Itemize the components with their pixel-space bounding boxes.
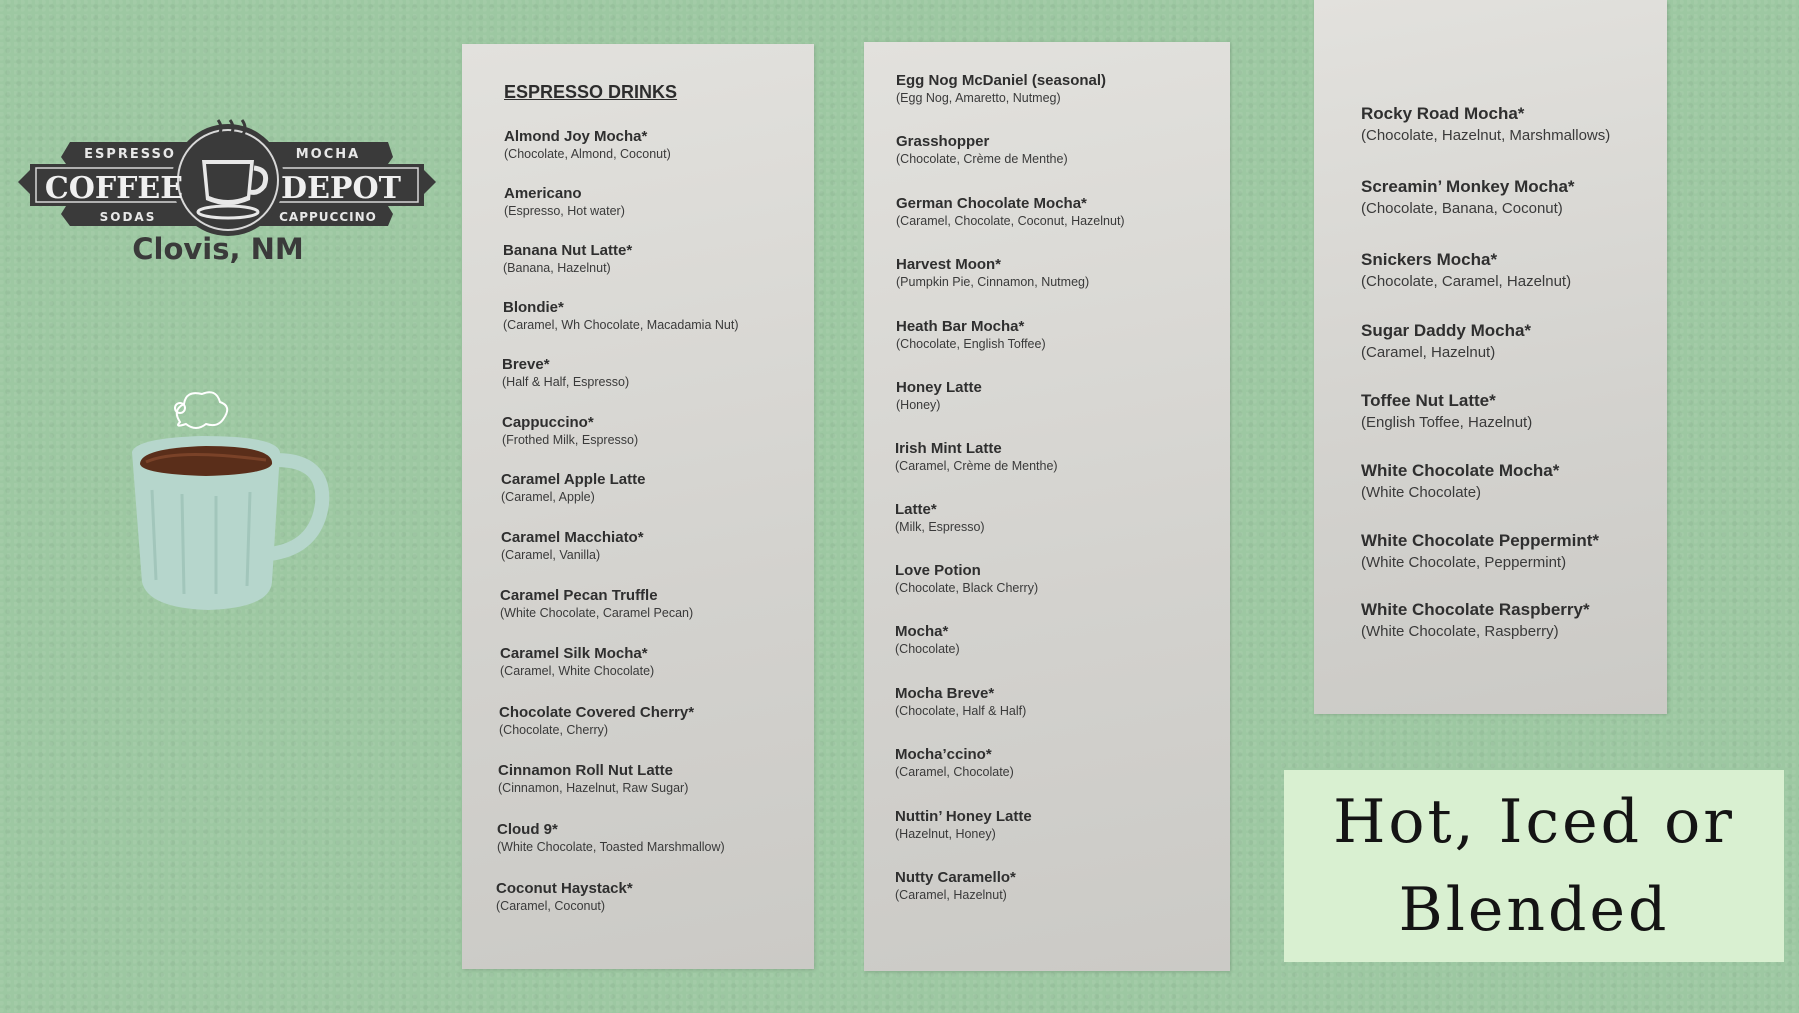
menu-item-desc: (Chocolate, English Toffee) <box>896 337 1046 351</box>
menu-item <box>496 880 633 913</box>
menu-item <box>895 501 985 534</box>
menu-item <box>497 821 725 854</box>
menu-item-name: Mocha’ccino* <box>895 746 992 763</box>
menu-item <box>1361 461 1559 501</box>
menu-item-desc: (Chocolate, Caramel, Hazelnut) <box>1361 273 1572 290</box>
menu-item-desc: (Chocolate, Half & Half) <box>895 704 1027 718</box>
menu-heading: ESPRESSO DRINKS <box>504 82 678 102</box>
menu-item <box>500 645 654 678</box>
menu-item-desc: (White Chocolate, Peppermint) <box>1361 554 1567 571</box>
menu-item-desc: (Caramel, Vanilla) <box>501 548 601 562</box>
menu-item-desc: (Chocolate, Hazelnut, Marshmallows) <box>1361 127 1611 144</box>
menu-item-name: Coconut Haystack* <box>496 880 633 897</box>
menu-item-desc: (Frothed Milk, Espresso) <box>502 433 639 447</box>
menu-item-desc: (Chocolate, Banana, Coconut) <box>1361 200 1563 217</box>
menu-item-name: Chocolate Covered Cherry* <box>499 704 695 721</box>
menu-item-desc: (Half & Half, Espresso) <box>502 375 630 389</box>
menu-item-name: Egg Nog McDaniel (seasonal) <box>896 72 1107 89</box>
menu-item-name: Rocky Road Mocha* <box>1361 104 1525 123</box>
menu-item-name: Toffee Nut Latte* <box>1361 391 1496 410</box>
menu-item <box>498 762 688 795</box>
menu-item-name: Mocha* <box>895 623 949 640</box>
menu-item <box>895 440 1058 473</box>
logo-depot-text: DEPOT <box>281 171 401 206</box>
menu-item <box>501 471 646 504</box>
menu-item <box>1361 250 1571 290</box>
city-label: Clovis, NM <box>132 232 304 266</box>
menu-item-desc: (Banana, Hazelnut) <box>503 261 611 275</box>
menu-item <box>896 318 1046 351</box>
menu-item <box>895 685 1026 718</box>
menu-item-desc: (White Chocolate, Toasted Marshmallow) <box>497 840 725 854</box>
menu-item <box>501 529 644 562</box>
logo-sodas-text: SODAS <box>99 210 157 224</box>
menu-item <box>502 414 638 447</box>
menu-item-desc: (English Toffee, Hazelnut) <box>1361 414 1533 431</box>
banner-line-1: Hot, Iced or <box>1333 787 1735 857</box>
logo-cappuccino-text: CAPPUCCINO <box>279 210 377 224</box>
menu-item <box>896 72 1106 105</box>
menu-item <box>895 746 1014 779</box>
menu-item-name: Caramel Macchiato* <box>501 529 644 546</box>
logo-coffee-text: COFFEE <box>44 171 184 206</box>
menu-item <box>504 128 671 161</box>
menu-item-name: Irish Mint Latte <box>895 440 1002 457</box>
menu-item-desc: (Caramel, Coconut) <box>496 899 606 913</box>
menu-item-name: Nuttin’ Honey Latte <box>895 808 1032 825</box>
menu-item-name: Heath Bar Mocha* <box>896 318 1025 335</box>
menu-item <box>896 379 982 412</box>
menu-item-desc: (White Chocolate) <box>1361 484 1482 501</box>
menu-item-name: Almond Joy Mocha* <box>504 128 648 145</box>
menu-item-desc: (White Chocolate, Raspberry) <box>1361 623 1559 640</box>
menu-item <box>1361 321 1531 361</box>
menu-item-name: Caramel Silk Mocha* <box>500 645 648 662</box>
menu-item-name: Cinnamon Roll Nut Latte <box>498 762 673 779</box>
menu-item-name: Snickers Mocha* <box>1361 250 1498 269</box>
menu-item-name: Caramel Apple Latte <box>501 471 646 488</box>
menu-item <box>1361 531 1599 571</box>
menu-item <box>1361 177 1575 217</box>
menu-item <box>502 356 629 389</box>
menu-item <box>499 704 694 737</box>
menu-item <box>503 242 632 275</box>
menu-item-name: Banana Nut Latte* <box>503 242 633 259</box>
menu-item-name: White Chocolate Raspberry* <box>1361 600 1590 619</box>
hot-iced-blended-banner <box>1284 770 1784 962</box>
menu-item-desc: (Chocolate, Cherry) <box>499 723 609 737</box>
menu-item <box>504 185 625 218</box>
menu-item-desc: (Chocolate, Almond, Coconut) <box>504 147 671 161</box>
menu-item-name: Love Potion <box>895 562 981 579</box>
menu-item-name: Sugar Daddy Mocha* <box>1361 321 1532 340</box>
menu-item <box>896 133 1068 166</box>
menu-item-desc: (Chocolate) <box>895 642 960 656</box>
menu-item-desc: (Caramel, Wh Chocolate, Macadamia Nut) <box>503 318 739 332</box>
menu-item-desc: (White Chocolate, Caramel Pecan) <box>500 606 694 620</box>
menu-page-1 <box>462 44 814 969</box>
menu-item-desc: (Honey) <box>896 398 941 412</box>
menu-item-desc: (Caramel, Crème de Menthe) <box>895 459 1058 473</box>
menu-item-desc: (Caramel, Apple) <box>501 490 595 504</box>
menu-item-name: White Chocolate Peppermint* <box>1361 531 1600 550</box>
menu-page-3 <box>1314 0 1667 714</box>
menu-item <box>503 299 739 332</box>
menu-item-desc: (Milk, Espresso) <box>895 520 985 534</box>
menu-item <box>895 808 1032 841</box>
menu-item <box>500 587 693 620</box>
menu-page-2 <box>864 42 1230 971</box>
coffee-mug-icon <box>120 390 340 630</box>
menu-item <box>1361 104 1610 144</box>
menu-item-desc: (Chocolate, Crème de Menthe) <box>896 152 1068 166</box>
logo-mocha-text: MOCHA <box>295 147 361 162</box>
menu-item-name: Latte* <box>895 501 937 518</box>
menu-item-name: Mocha Breve* <box>895 685 995 702</box>
menu-item-desc: (Pumpkin Pie, Cinnamon, Nutmeg) <box>896 275 1090 289</box>
menu-item-name: Honey Latte <box>896 379 982 396</box>
menu-item-desc: (Cinnamon, Hazelnut, Raw Sugar) <box>498 781 689 795</box>
menu-item-desc: (Espresso, Hot water) <box>504 204 625 218</box>
logo-espresso-text: ESPRESSO <box>84 147 176 162</box>
menu-item-desc: (Caramel, Chocolate, Coconut, Hazelnut) <box>896 214 1125 228</box>
menu-item-desc: (Egg Nog, Amaretto, Nutmeg) <box>896 91 1061 105</box>
banner-line-2: Blended <box>1398 875 1670 945</box>
menu-item-desc: (Chocolate, Black Cherry) <box>895 581 1039 595</box>
menu-item-name: German Chocolate Mocha* <box>896 195 1087 212</box>
menu-item-desc: (Caramel, Hazelnut) <box>1361 344 1496 361</box>
menu-item-name: Cloud 9* <box>497 821 558 838</box>
menu-item-name: Harvest Moon* <box>896 256 1002 273</box>
menu-item-name: Grasshopper <box>896 133 990 150</box>
menu-item-name: Americano <box>504 185 582 202</box>
menu-item-name: Caramel Pecan Truffle <box>500 587 658 604</box>
menu-item-name: Breve* <box>502 356 550 373</box>
menu-item <box>896 195 1125 228</box>
menu-item-desc: (Hazelnut, Honey) <box>895 827 996 841</box>
menu-item-name: Blondie* <box>503 299 564 316</box>
menu-item-desc: (Caramel, Hazelnut) <box>895 888 1007 902</box>
menu-item-name: Cappuccino* <box>502 414 594 431</box>
menu-item <box>896 256 1089 289</box>
menu-item <box>895 562 1038 595</box>
menu-item-name: Screamin’ Monkey Mocha* <box>1361 177 1575 196</box>
menu-item-desc: (Caramel, White Chocolate) <box>500 664 655 678</box>
menu-item-desc: (Caramel, Chocolate) <box>895 765 1014 779</box>
menu-item-name: White Chocolate Mocha* <box>1361 461 1560 480</box>
menu-item <box>1361 600 1590 640</box>
menu-item <box>895 869 1016 902</box>
menu-item <box>1361 391 1532 431</box>
menu-item <box>895 623 960 656</box>
menu-item-name: Nutty Caramello* <box>895 869 1016 886</box>
